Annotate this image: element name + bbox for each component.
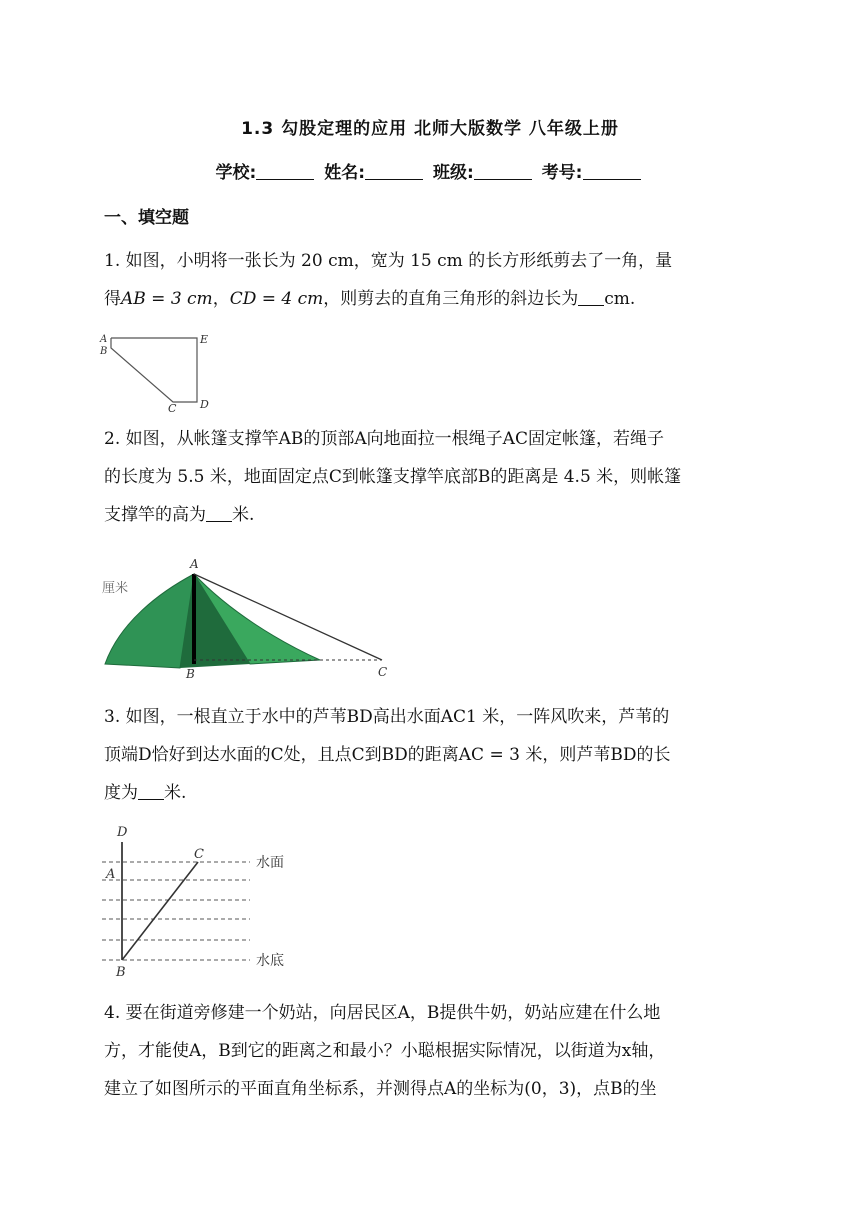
exam-number-blank[interactable] [583,163,641,180]
bent-reed-bc [122,862,198,960]
name-blank[interactable] [365,163,423,180]
question-3-answer-blank[interactable] [138,783,164,800]
label-e: E [200,333,209,346]
question-3-line-3: 度为 米. [104,783,187,803]
class-blank[interactable] [474,163,532,180]
question-3 [104,698,754,812]
question-3-line-1: 3. 如图，一根直立于水中的芦苇BD高出水面AC1 米，一阵风吹来，芦苇的 [104,707,670,727]
section-heading: 一、填空题 [104,208,189,228]
water-surface-label: 水面 [256,855,284,871]
student-info-fields [0,158,860,183]
question-2-tent-figure [100,552,400,682]
water-layers [102,862,250,960]
question-4-line-1: 4. 要在街道旁修建一个奶站，向居民区A，B提供牛奶，奶站应建在什么地 [104,1003,661,1023]
question-2-line-2: 的长度为 5.5 米，地面固定点C到帐篷支撑竿底部B的距离是 4.5 米，则帐篷 [104,467,682,487]
label-c: C [168,402,177,415]
question-1-answer-blank[interactable] [578,289,604,306]
question-1-figure [100,332,220,415]
label-c: C [194,847,204,862]
school-label: 学校: [215,163,257,183]
question-3-reed-figure [100,822,320,982]
label-b: B [100,346,108,357]
label-d: D [200,398,209,411]
label-d: D [117,825,128,840]
question-1 [104,242,754,318]
page-title: 1.3 勾股定理的应用 北师大版数学 八年级上册 [241,119,619,139]
label-a: A [106,867,116,882]
label-a: A [190,557,199,571]
label-a: A [100,334,108,345]
label-b: B [186,667,195,681]
label-c: C [378,665,388,679]
name-label: 姓名: [324,163,366,183]
exam-number-label: 考号: [541,163,583,183]
school-blank[interactable] [256,163,314,180]
question-2-answer-blank[interactable] [206,505,232,522]
water-bottom-label: 水底 [256,953,284,969]
question-1-line-2: 得AB = 3 cm，CD = 4 cm，则剪去的直角三角形的斜边长为 cm. [104,289,636,309]
question-2-line-3: 支撑竿的高为 米. [104,505,255,525]
tent-watermark: 厘米 [102,581,129,596]
question-4-line-2: 方，才能使A，B到它的距离之和最小？小聪根据实际情况，以街道为x轴， [104,1041,666,1061]
class-label: 班级: [432,163,474,183]
question-3-line-2: 顶端D恰好到达水面的C处，且点C到BD的距离AC = 3 米，则芦苇BD的长 [104,745,671,765]
question-4-line-3: 建立了如图所示的平面直角坐标系，并测得点A的坐标为(0，3)，点B的坐 [104,1079,657,1099]
question-2-line-1: 2. 如图，从帐篷支撑竿AB的顶部A向地面拉一根绳子AC固定帐篷，若绳子 [104,429,664,449]
paper-outline [111,338,197,402]
question-4 [104,994,754,1108]
question-2 [104,420,754,534]
label-b: B [116,965,126,980]
question-1-line-1: 1. 如图，小明将一张长为 20 cm，宽为 15 cm 的长方形纸剪去了一角，量 [104,251,673,271]
